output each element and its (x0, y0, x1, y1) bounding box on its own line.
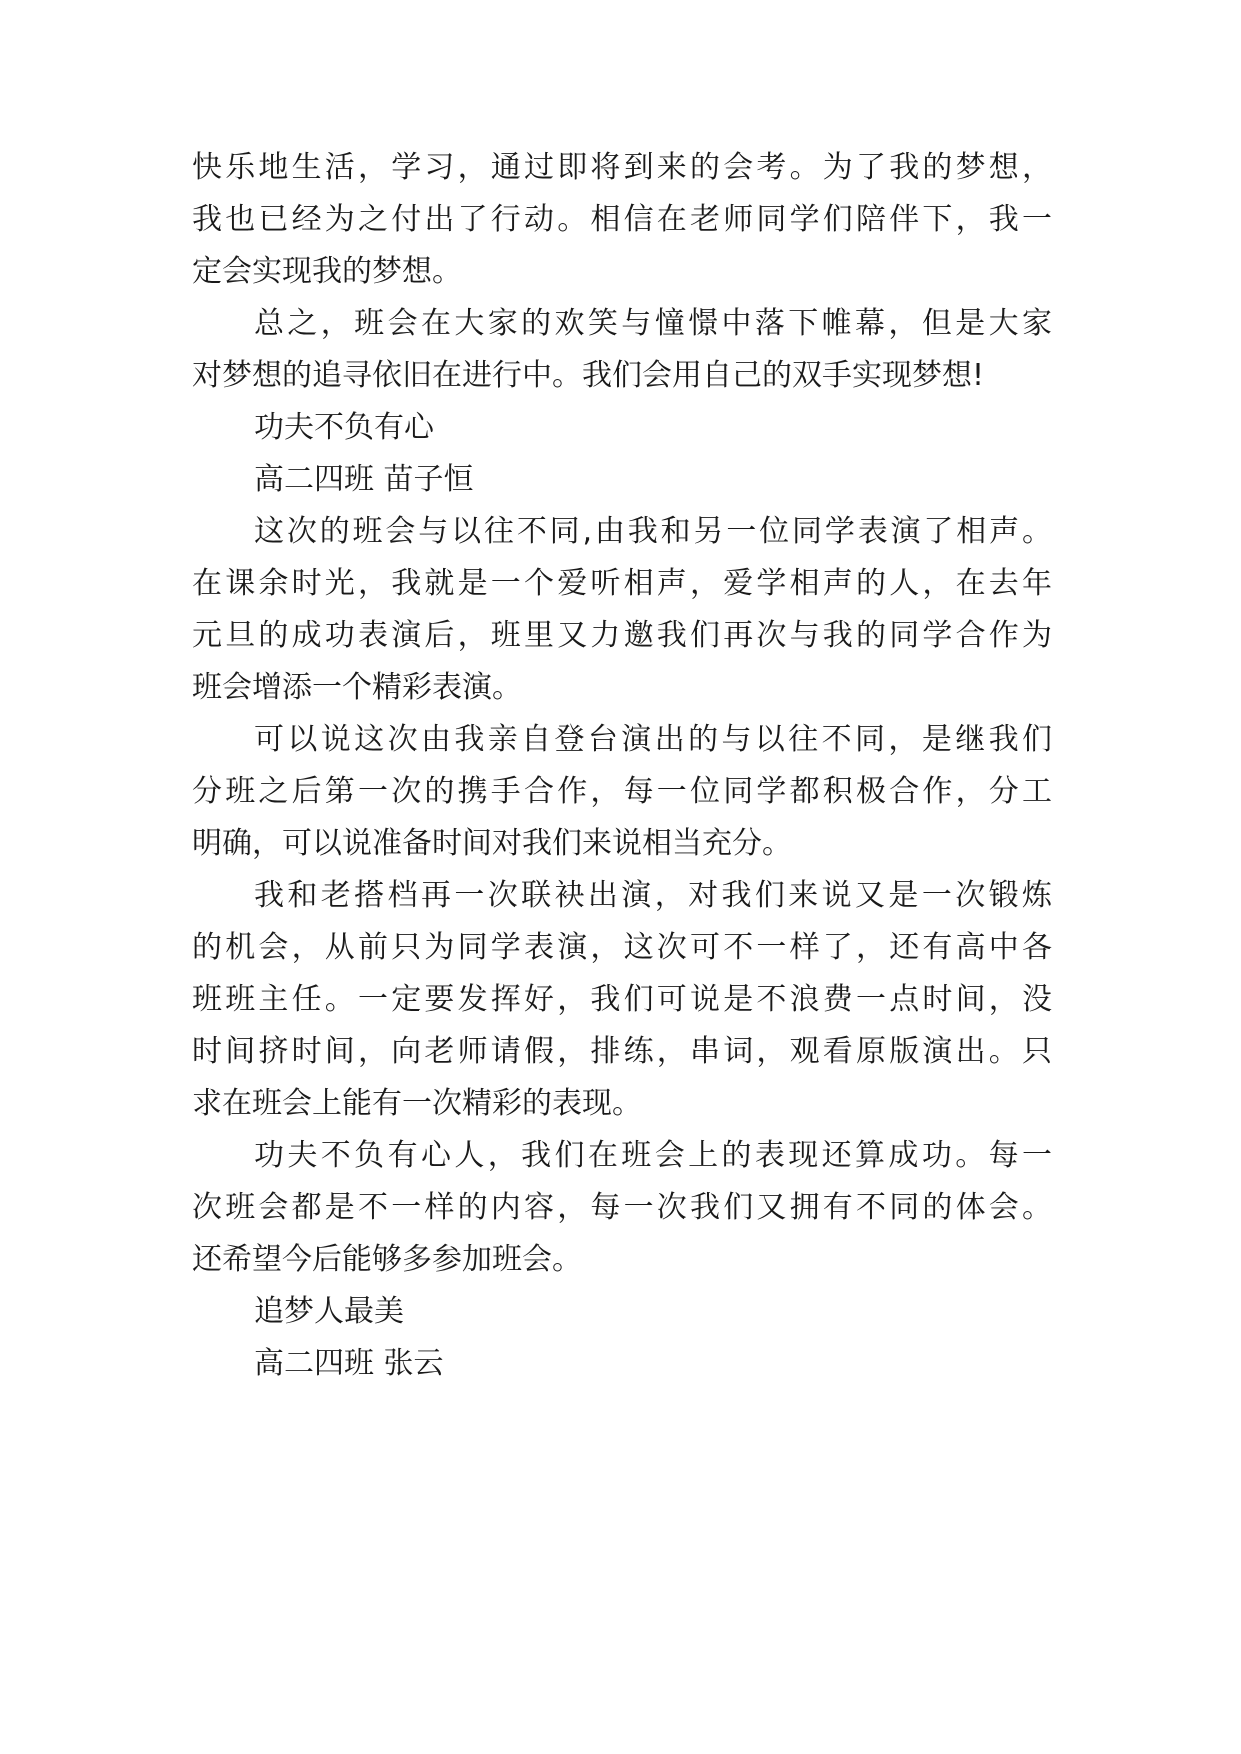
author-line: 高二四班 张云 (254, 1346, 444, 1381)
paragraph-line: 快乐地生活，学习，通过即将到来的会考。为了我的梦想， (192, 150, 1052, 185)
paragraph-line: 在课余时光，我就是一个爱听相声，爱学相声的人，在去年 (192, 566, 1052, 601)
paragraph-line: 元旦的成功表演后，班里又力邀我们再次与我的同学合作为 (192, 618, 1052, 653)
paragraph-line: 明确，可以说准备时间对我们来说相当充分。 (192, 826, 792, 861)
paragraph-line: 班班主任。一定要发挥好，我们可说是不浪费一点时间，没 (192, 982, 1052, 1017)
paragraph-line: 我也已经为之付出了行动。相信在老师同学们陪伴下，我一 (192, 202, 1052, 237)
paragraph-line: 还希望今后能够多参加班会。 (192, 1242, 582, 1277)
section-title: 功夫不负有心 (254, 410, 434, 445)
paragraph-line: 总之，班会在大家的欢笑与憧憬中落下帷幕，但是大家 (254, 306, 1052, 341)
section-title: 追梦人最美 (254, 1294, 404, 1329)
paragraph-line: 求在班会上能有一次精彩的表现。 (192, 1086, 642, 1121)
paragraph-line: 可以说这次由我亲自登台演出的与以往不同，是继我们 (254, 722, 1052, 757)
paragraph-line: 我和老搭档再一次联袂出演，对我们来说又是一次锻炼 (254, 878, 1052, 913)
paragraph-line: 分班之后第一次的携手合作，每一位同学都积极合作，分工 (192, 774, 1052, 809)
author-line: 高二四班 苗子恒 (254, 462, 474, 497)
paragraph-line: 的机会，从前只为同学表演，这次可不一样了，还有高中各 (192, 930, 1052, 965)
paragraph-line: 时间挤时间，向老师请假，排练，串词，观看原版演出。只 (192, 1034, 1052, 1069)
paragraph-line: 班会增添一个精彩表演。 (192, 670, 522, 705)
paragraph-line: 对梦想的追寻依旧在进行中。我们会用自己的双手实现梦想! (192, 358, 985, 393)
paragraph-line: 功夫不负有心人，我们在班会上的表现还算成功。每一 (254, 1138, 1052, 1173)
paragraph-line: 这次的班会与以往不同,由我和另一位同学表演了相声。 (254, 514, 1052, 549)
paragraph-line: 次班会都是不一样的内容，每一次我们又拥有不同的体会。 (192, 1190, 1052, 1225)
paragraph-line: 定会实现我的梦想。 (192, 254, 462, 289)
